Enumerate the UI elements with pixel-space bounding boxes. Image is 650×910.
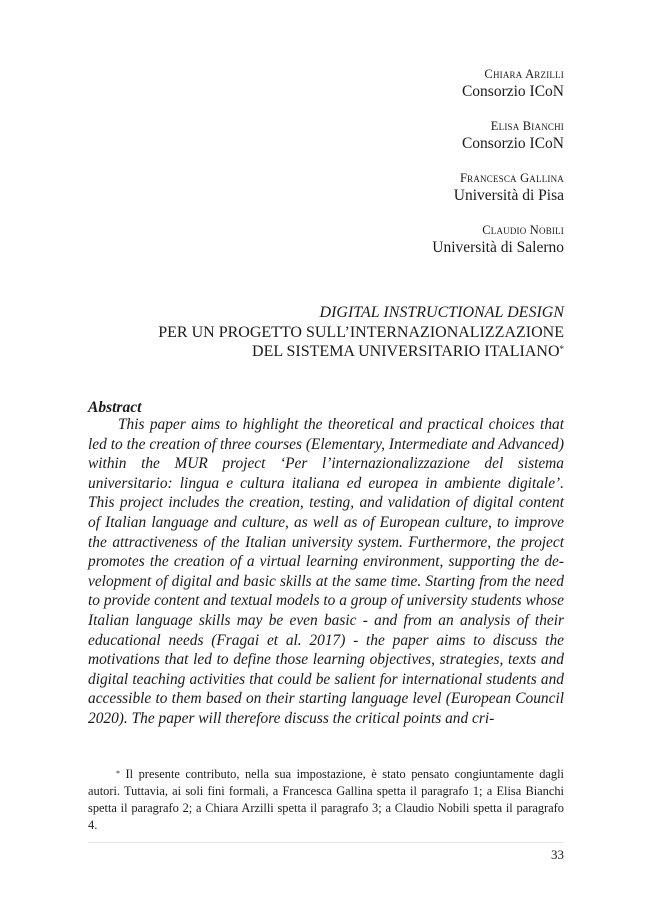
footer-divider [88, 842, 564, 843]
title-line-2: PER UN PROGETTO SULL’INTERNAZIONALIZZAZIONE [158, 323, 564, 341]
footnote-mark: * [116, 769, 120, 778]
author-name: Chiara Arzilli [484, 67, 564, 81]
abstract-text: This paper aims to highlight the theoretical and practical choices that led to the creation of three courses (Elementary, Intermediate and Advanced) within the MUR project ‘Per l’internazionalizzazione del sistema universitario: lingua e cultura italiana ed europea in ambiente digitale’. This project includes the creation, testing, and validation of digital content of Italian language and culture, as well as of European culture, to improve the attractiveness of the Italian university system. Furthermore, the project promotes the creation of a virtual learning environment, supporting the development of digital and basic skills at the same time. Starting from the need to provide content and textual models to a group of university students whose Italian language skills may be even basic - and from an analysis of their educational needs (Fragai et al. 2017) - the paper aims to discuss the motivations that led to define those learning objectives, strategies, texts and digital teaching activities that could be salient for international students and accessible to them based on their starting language level (European Council 2020). The paper will therefore discuss the critical points and cri- [88, 416, 564, 727]
author-name: Elisa Bianchi [490, 119, 564, 133]
author-block [432, 66, 564, 101]
author-name: Francesca Gallina [459, 171, 564, 185]
footnote-text: Il presente contributo, nella sua impostazione, è stato pensato congiuntamente dagli autori. Tuttavia, ai soli fini formali, a Francesca Gallina spetta il paragrafo 1; a Elisa Bianchi spetta il paragrafo 2; a Chiara Arzilli spetta il paragrafo 3; a Claudio Nobili spetta il paragrafo 4. [88, 767, 564, 832]
footnote [88, 766, 564, 834]
author-list [432, 66, 564, 274]
paper-title [158, 303, 564, 362]
author-block [432, 222, 564, 257]
author-affiliation: Università di Pisa [453, 187, 564, 204]
author-affiliation: Università di Salerno [432, 239, 564, 256]
title-line-1: DIGITAL INSTRUCTIONAL DESIGN [319, 304, 564, 321]
title-footnote-mark: * [559, 344, 564, 354]
author-name: Claudio Nobili [482, 223, 564, 237]
author-affiliation: Consorzio ICoN [461, 83, 564, 100]
title-line-3-text: DEL SISTEMA UNIVERSITARIO ITALIANO [252, 343, 560, 360]
author-block [432, 170, 564, 205]
abstract-heading: Abstract [88, 399, 142, 416]
author-block [432, 118, 564, 153]
author-affiliation: Consorzio ICoN [461, 135, 564, 152]
title-line-3 [158, 342, 564, 362]
page-number: 33 [551, 847, 564, 862]
